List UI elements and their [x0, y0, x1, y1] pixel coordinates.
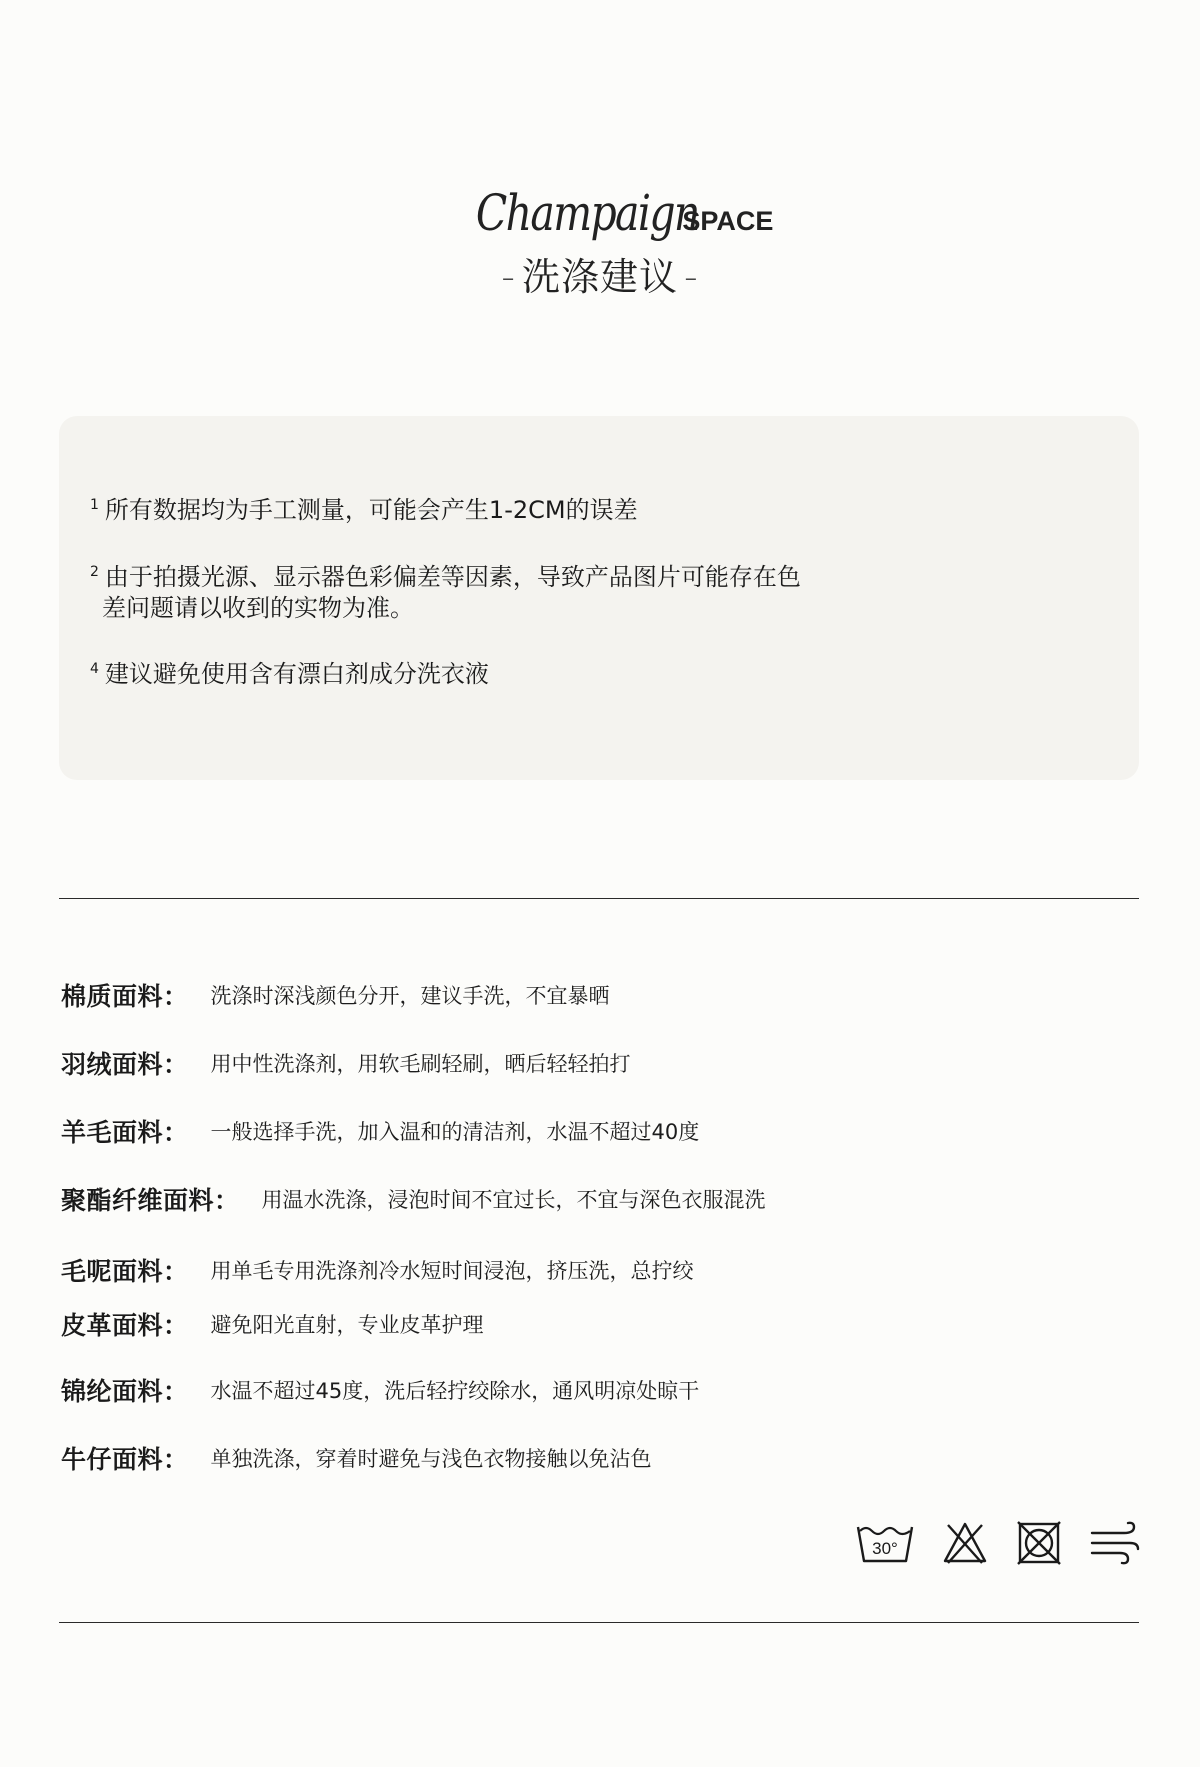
no-bleach-icon [942, 1521, 988, 1565]
fabric-row-cotton [61, 978, 610, 1012]
fabric-row-down [61, 1046, 631, 1080]
page-title: - 洗涤建议 - [501, 255, 699, 299]
fabric-desc: 用单毛专用洗涤剂冷水短时间浸泡，挤压洗，总拧绞 [210, 1259, 694, 1283]
fabric-label: 棉质面料： [61, 982, 189, 1011]
note-4 [90, 654, 850, 690]
page-title-text: 洗涤建议 [521, 255, 678, 299]
divider-top [59, 898, 1139, 899]
note-number: 1 [90, 497, 99, 513]
fabric-label: 羊毛面料： [61, 1118, 189, 1147]
fabric-label: 羽绒面料： [61, 1050, 189, 1079]
fabric-desc: 水温不超过45度，洗后轻拧绞除水，通风明凉处晾干 [210, 1379, 700, 1403]
fabric-row-denim [61, 1441, 652, 1475]
note-text: 建议避免使用含有漂白剂成分洗衣液 [104, 660, 489, 688]
fabric-desc: 避免阳光直射，专业皮革护理 [210, 1313, 484, 1337]
fabric-row-leather [61, 1307, 484, 1341]
fabric-desc: 用中性洗涤剂，用软毛刷轻刷，晒后轻轻拍打 [210, 1052, 631, 1076]
note-number: 2 [90, 564, 99, 580]
note-text: 所有数据均为手工测量，可能会产生1-2CM的误差 [104, 496, 638, 524]
fabric-row-wool [61, 1114, 699, 1148]
wash-30-icon [856, 1521, 914, 1565]
brand-logo [427, 184, 774, 242]
fabric-label: 毛呢面料： [61, 1257, 189, 1286]
air-dry-icon [1090, 1521, 1140, 1565]
note-2 [90, 557, 850, 624]
note-text: 由于拍摄光源、显示器色彩偏差等因素，导致产品图片可能存在色 [104, 563, 801, 591]
fabric-desc: 洗涤时深浅颜色分开，建议手洗，不宜暴晒 [210, 984, 610, 1008]
brand-caps: SPACE [682, 206, 774, 236]
fabric-label: 聚酯纤维面料： [61, 1186, 240, 1215]
header [0, 184, 1200, 301]
note-number: 4 [90, 661, 99, 677]
fabric-row-woolen [61, 1253, 694, 1287]
wash-temp-label: 30° [872, 1539, 898, 1558]
care-icons [856, 1520, 1140, 1566]
divider-bottom [59, 1622, 1139, 1623]
notes-box [59, 416, 1139, 780]
brand-script: Champaign [475, 184, 699, 242]
fabric-label: 牛仔面料： [61, 1445, 189, 1474]
fabric-row-nylon [61, 1373, 699, 1407]
fabric-label: 皮革面料： [61, 1311, 189, 1340]
fabric-desc: 用温水洗涤，浸泡时间不宜过长，不宜与深色衣服混洗 [261, 1188, 766, 1212]
note-text-cont: 差问题请以收到的实物为准。 [102, 594, 414, 622]
fabric-label: 锦纶面料： [61, 1377, 189, 1406]
no-tumble-dry-icon [1016, 1520, 1062, 1566]
fabric-row-polyester [61, 1182, 766, 1216]
fabric-desc: 单独洗涤，穿着时避免与浅色衣物接触以免沾色 [210, 1447, 652, 1471]
fabric-desc: 一般选择手洗，加入温和的清洁剂，水温不超过40度 [210, 1120, 700, 1144]
note-1 [90, 490, 850, 526]
